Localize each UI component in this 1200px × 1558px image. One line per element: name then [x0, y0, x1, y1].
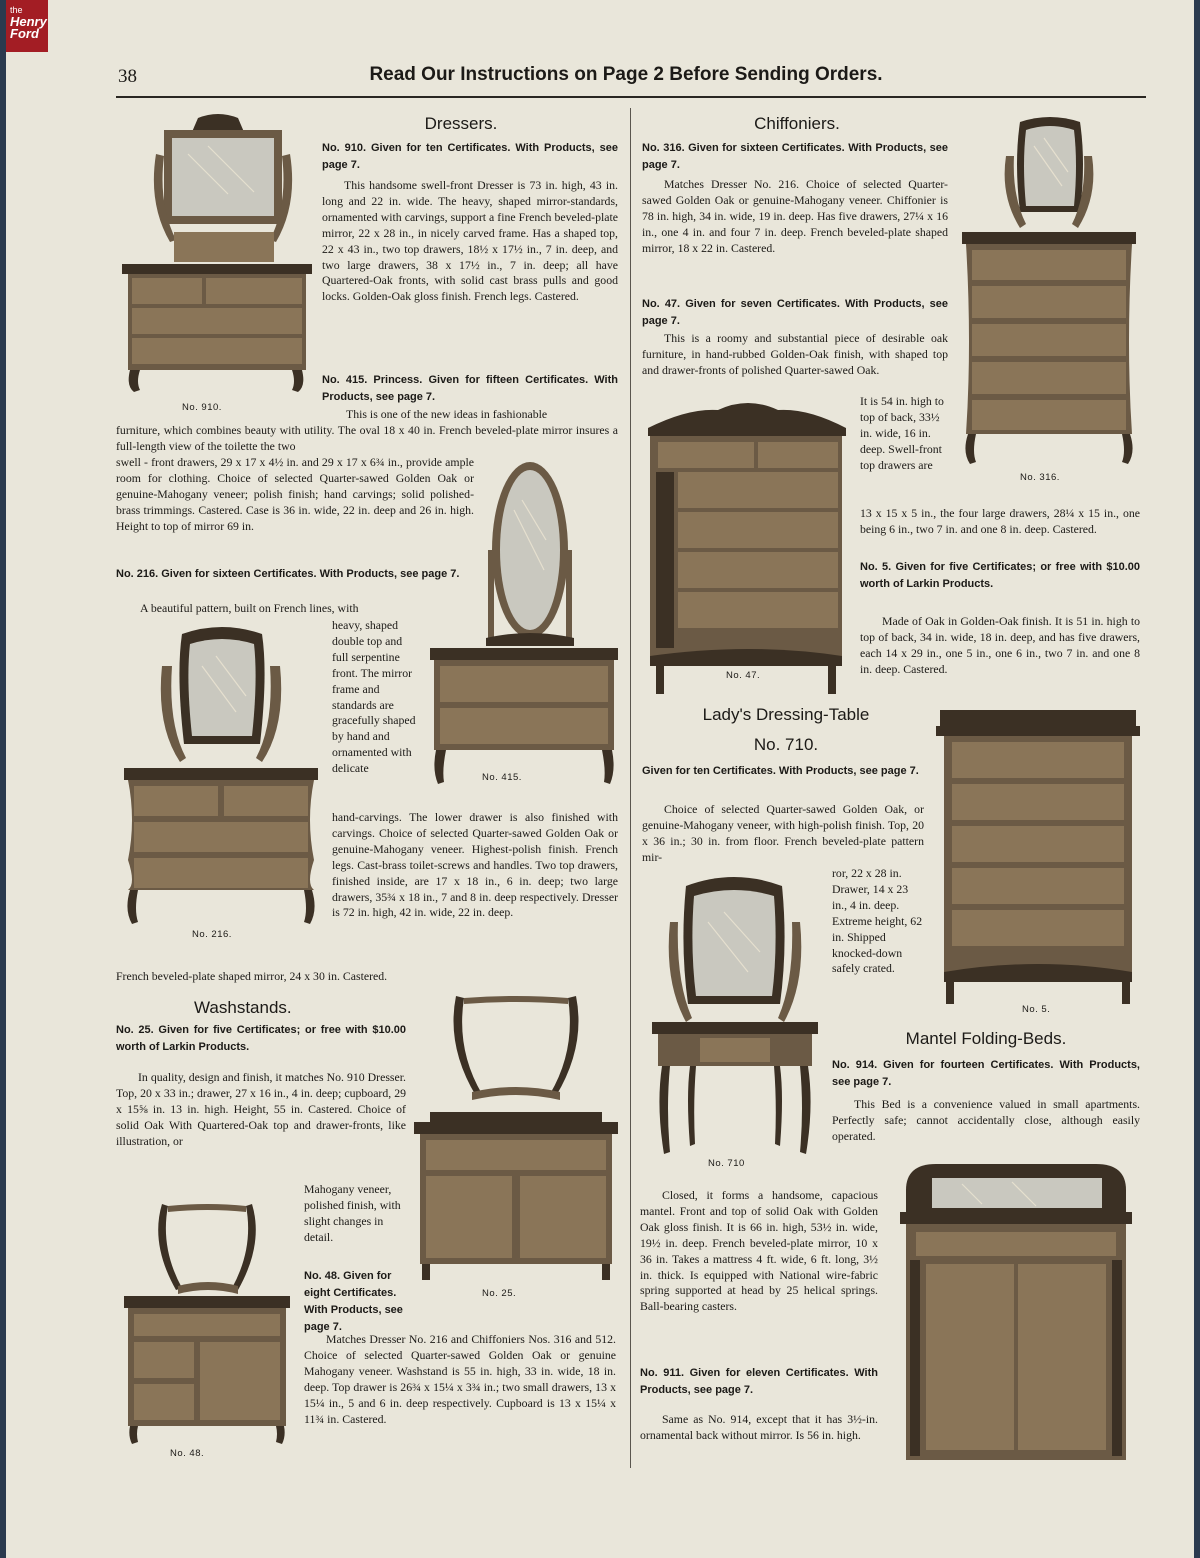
catalog-page	[6, 0, 1194, 1558]
caption-316: No. 316.	[1020, 472, 1060, 483]
no216-text-a: A beautiful pattern, built on French lines, with	[140, 601, 359, 615]
dresser-910-illustration	[118, 114, 318, 394]
no216-title: No. 216. Given for sixteen Certificates. With Products, see page 7.	[116, 568, 460, 580]
no47-text-c: 13 x 15 x 5 in., the four large drawers, 28¼ x 15 in., one being 6 in., two 7 in. and one 8 in. deep. Castered.	[860, 506, 1140, 536]
no48-text: Matches Dresser No. 216 and Chiffoniers Nos. 316 and 512. Choice of selected Quarter-sawed Golden Oak or genuine Mahogany veneer. Washstand is 55 in. high, 33 in. wide, 18 in. deep. Top drawer is 26¾ x 15¼ x 3¾ in.; two small drawers, 13 x 15¼ in., 5 and 6 in. deep respectively. Cupboard is 13 x 15¼ x 11¾ in. Castered.	[304, 1332, 616, 1426]
no216-text-b: heavy, shaped double top and full serpentine front. The mirror frame and standards are gracefully shaped by hand and ornamented with delicate	[332, 618, 416, 776]
dressers-heading: Dressers.	[424, 114, 498, 133]
dresser-216-illustration	[118, 626, 324, 926]
header-rule	[116, 96, 1146, 98]
dressing-table-710-illustration	[650, 872, 820, 1156]
chiffonier-47-illustration	[644, 402, 850, 696]
caption-5: No. 5.	[1022, 1004, 1051, 1015]
no911-title: No. 911. Given for eleven Certificates. With Products, see page 7.	[640, 1367, 878, 1396]
folding-bed-914-illustration	[892, 1160, 1140, 1466]
no910-text: This handsome swell-front Dresser is 73 in. high, 43 in. long and 22 in. wide. The heavy, shaped mirror-standards, ornamented with carvings, support a fine French beveled-plate mirror, 22 x 28 in., in nicely carved frame. Has a shaped top, 22 x 43 in., two top drawers, 18½ x 17½ in., 7 in. deep, and two large drawers, 38 x 17½ in., 7 in. deep; all have Quartered-Oak fronts, with solid cast brass pulls and good locks. Golden-Oak gloss finish. French legs. Castered.	[322, 178, 618, 304]
no316-text: Matches Dresser No. 216. Choice of selected Quarter-sawed Golden Oak or genuine-Mahogany veneer. Chiffonier is 78 in. high, 34 in. wide, 19 in. deep. Has five drawers, 27¼ x 16 in., one 4 in. and four 7 in. deep. French beveled-plate shaped mirror, 18 x 22 in. Castered.	[642, 177, 948, 255]
no914-text-b: Closed, it forms a handsome, capacious mantel. Front and top of solid Oak with Golden Oak gloss finish. It is 66 in. high, 53½ in. wide, 19½ in. deep. French beveled-plate mirror, 10 x 36 in. Takes a mattress 4 ft. wide, 6 ft. long, 3½ in. thick. Is equipped with National wire-fabric spring supported at head by 25 helical springs. Ball-bearing casters.	[640, 1188, 878, 1314]
no216-text-c: hand-carvings. The lower drawer is also finished with carvings. Choice of selected Quarter-sawed Golden Oak or genuine-Mahogany veneer. Highest-polish finish. French legs. Cast-brass toilet-screws and handles. Two top drawers, finished inside, are 17 x 18 in., 6 in. deep; two large drawers, 35¾ x 18 in., 7 and 8 in. deep respectively. Dresser is 72 in. high, 42 in. wide, 22 in. deep.	[332, 810, 618, 920]
caption-47: No. 47.	[726, 670, 761, 681]
chiffonier-316-illustration	[960, 116, 1138, 466]
folding-beds-heading: Mantel Folding-Beds.	[905, 1029, 1067, 1048]
no48-title: No. 48. Given for eight Certificates. With Products, see page 7.	[304, 1270, 403, 1333]
no911-text: Same as No. 914, except that it has 3½-in. ornamental back without mirror. Is 56 in. high.	[640, 1412, 878, 1442]
caption-48: No. 48.	[170, 1448, 205, 1459]
caption-710: No. 710	[708, 1158, 745, 1169]
no710-text-b: ror, 22 x 28 in. Drawer, 14 x 23 in., 4 in. deep. Extreme height, 62 in. Shipped knocked-down safely crated.	[832, 866, 923, 976]
caption-25: No. 25.	[482, 1288, 517, 1299]
no914-text: This Bed is a convenience valued in small apartments. Perfectly safe; cannot accidentally close, although easily operated.	[832, 1097, 1140, 1143]
no914-title: No. 914. Given for fourteen Certificates. With Products, see page 7.	[832, 1059, 1140, 1088]
page-header: Read Our Instructions on Page 2 Before Sending Orders.	[369, 64, 883, 85]
dressing-table-subheading: No. 710.	[753, 735, 819, 754]
caption-415: No. 415.	[482, 772, 522, 783]
no910-title: No. 910. Given for ten Certificates. With Products, see page 7.	[322, 142, 618, 171]
dressing-table-heading: Lady's Dressing-Table	[702, 705, 870, 724]
no216-text-d: French beveled-plate shaped mirror, 24 x 30 in. Castered.	[116, 969, 388, 983]
no47-text-b: It is 54 in. high to top of back, 33½ in. wide, 16 in. deep. Swell-front top drawers are	[860, 394, 944, 472]
washstand-48-illustration	[122, 1200, 292, 1444]
no5-title: No. 5. Given for five Certificates; or free with $10.00 worth of Larkin Products.	[860, 561, 1140, 590]
chiffoniers-heading: Chiffoniers.	[754, 114, 840, 133]
no47-text-a: This is a roomy and substantial piece of desirable oak furniture, in hand-rubbed Golden-Oak finish, with shaped top and drawer-fronts of polished Quarter-sawed Oak.	[642, 331, 948, 377]
no710-text-a: Choice of selected Quarter-sawed Golden Oak, or genuine-Mahogany veneer, with high-polish finish. Top, 20 x 36 in.; 30 in. from floor. French beveled-plate pattern mir-	[642, 802, 924, 864]
no415-text-b: furniture, which combines beauty with utility. The oval 18 x 40 in. French beveled-plate mirror insures a full-length view of the toilette the two	[116, 423, 618, 453]
no710-title: Given for ten Certificates. With Products, see page 7.	[642, 765, 919, 777]
no415-text-a: This is one of the new ideas in fashionable	[346, 407, 548, 421]
no5-text: Made of Oak in Golden-Oak finish. It is 51 in. high to top of back, 34 in. wide, 18 in. deep, and has five drawers, each 14 x 29 in., one 5 in., one 6 in., two 7 in. and one 8 in. deep. Castered.	[860, 614, 1140, 676]
no415-title: No. 415. Princess. Given for fifteen Certificates. With Products, see page 7.	[322, 374, 618, 403]
no47-title: No. 47. Given for seven Certificates. With Products, see page 7.	[642, 298, 948, 327]
washstands-heading: Washstands.	[194, 998, 292, 1017]
caption-910: No. 910.	[182, 402, 222, 413]
caption-216: No. 216.	[192, 929, 232, 940]
no25-text-a: In quality, design and finish, it matches No. 910 Dresser. Top, 20 x 33 in.; drawer, 27 x 16 in., 4 in. deep; cupboard, 29 x 15⅝ in. 13 in. high. Height, 55 in. Castered. Choice of solid Oak With Quartered-Oak top and drawer-fronts, like illustration, or	[116, 1070, 406, 1148]
column-divider	[630, 108, 631, 1468]
no25-text-b: Mahogany veneer, polished finish, with slight changes in detail.	[304, 1182, 401, 1244]
chiffonier-5-illustration	[934, 706, 1142, 1006]
princess-415-illustration	[426, 460, 622, 790]
no316-title: No. 316. Given for sixteen Certificates. With Products, see page 7.	[642, 142, 948, 171]
henry-ford-logo: the Henry Ford	[6, 0, 48, 52]
washstand-25-illustration	[410, 992, 622, 1284]
page-number: 38	[118, 66, 137, 87]
no25-title: No. 25. Given for five Certificates; or free with $10.00 worth of Larkin Products.	[116, 1024, 406, 1053]
no415-text-c: swell - front drawers, 29 x 17 x 4½ in. and 29 x 17 x 6¾ in., provide ample room for clothing. Choice of selected Quarter-sawed Golden Oak or genuine-Mahogany veneer; polish finish; hand carvings; solid polished-brass trimmings. Castered. Case is 36 in. wide, 22 in. deep and 26 in. high. Height to top of mirror 69 in.	[116, 455, 474, 533]
